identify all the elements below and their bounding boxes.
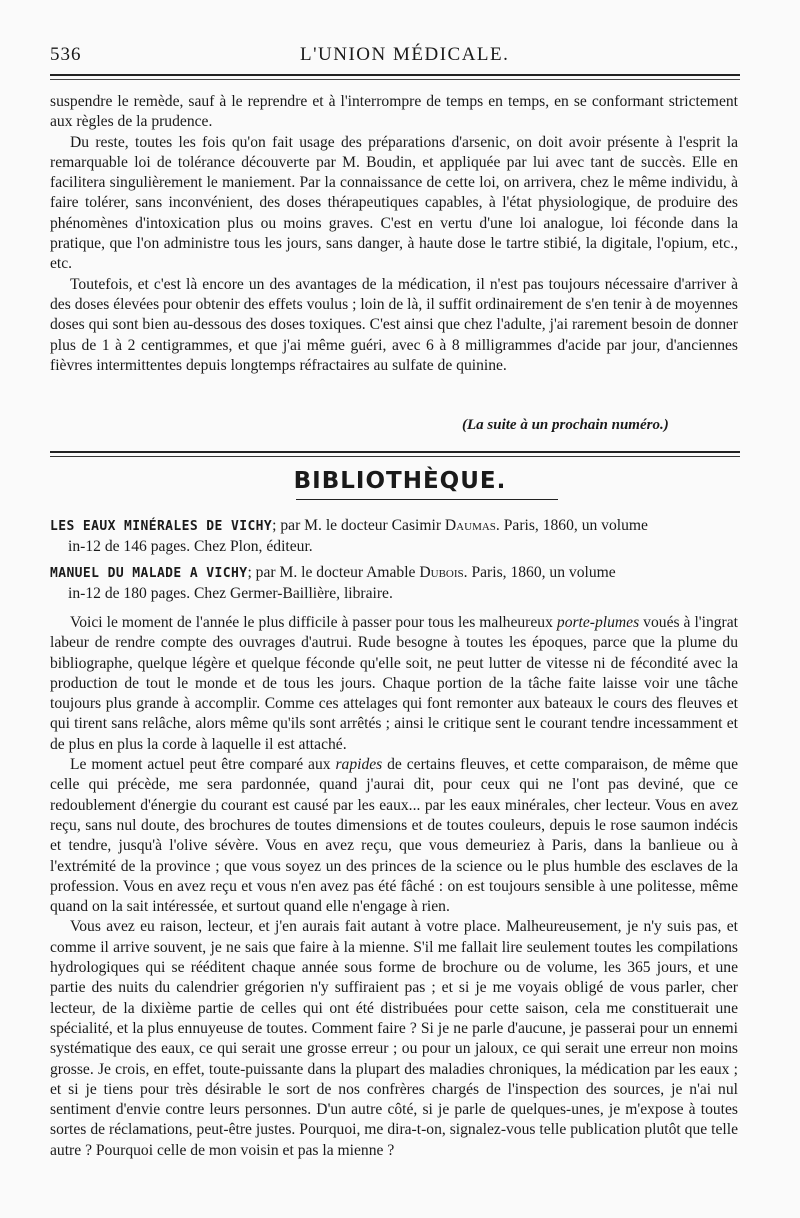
- paragraph: suspendre le remède, sauf à le reprendre et à l'interrompre de temps en temps, en se conformant strictement aux règles de la prudence.: [50, 93, 738, 131]
- header-rule: [50, 74, 740, 76]
- entry-title: MANUEL DU MALADE A VICHY: [50, 566, 248, 581]
- entry-by: ; par M. le docteur Amable: [247, 564, 420, 581]
- entry-by: ; par M. le docteur Casimir: [272, 517, 445, 534]
- entry-details: . Paris, 1860, un volume: [463, 564, 616, 581]
- journal-title: L'UNION MÉDICALE.: [300, 44, 510, 65]
- bibliography-entry: [50, 516, 740, 557]
- text-run: Voici le moment de l'année le plus difficile à passer pour tous les malheureux: [70, 614, 557, 631]
- review-text: [50, 613, 738, 1161]
- text-run: Le moment actuel peut être comparé aux: [70, 756, 336, 774]
- intro-text: [50, 92, 738, 376]
- page-header: [50, 44, 740, 72]
- bibliography-entry: [50, 563, 740, 604]
- section-title: BIBLIOTHÈQUE.: [293, 468, 507, 494]
- section-title-underline: [296, 499, 558, 500]
- paragraph: Vous avez eu raison, lecteur, et j'en aurais fait autant à votre place. Malheureusement, je n'y suis pas, et comme il arrive souvent, je ne sais que faire à la mienne. S'il me fallait lire seulement toutes les compilations hydrologiques qui se rééditent chaque année sous forme de brochure ou de volume, les 365 jours, et une partie des nuits du calendrier grégorien n'y suffiraient pas ; et si je me voyais obligé de vous parler, cher lecteur, de la dixième partie de celles qui ont été distribuées pour cette saison, cela me constituerait une spécialité, et la plus ennuyeuse de toutes. Comment faire ? Si je ne parle d'aucune, je passerai pour un ennemi systématique des eaux, ce qui serait une grosse erreur ; ou pour un jaloux, ce qui serait une erreur non moins grosse. Je crois, en effet, toute-puissante dans la plupart des maladies chroniques, la médication par les eaux ; et si je tiens pour très désirable le sort de nos confrères chargés de l'inspection des sources, je n'ai nul sentiment d'envie contre leurs personnes. D'un autre côté, si je parle de quelques-unes, je m'expose à toutes sortes de réclamations, peut-être justes. Pourquoi, me dira-t-on, signalez-vous telle publication plutôt que telle autre ? Pourquoi celle de mon voisin et pas la mienne ?: [50, 918, 738, 1159]
- continuation-note: (La suite à un prochain numéro.): [462, 417, 669, 433]
- header-rule-thin: [50, 79, 740, 80]
- entry-details: . Paris, 1860, un volume: [495, 517, 648, 534]
- section-rule: [50, 451, 740, 453]
- entry-continuation: in-12 de 146 pages. Chez Plon, éditeur.: [68, 538, 313, 555]
- text-run: de certains fleuves, et cette comparaison, de même que celle qui précède, me sera pardonnée, quand j'aurai dit, pour ceux qui ne l'ont pas deviné, que ce redoublement d'énergie du courant est causé par les eaux... par les eaux minérales, cher lecteur. Vous en avez reçu, sans nul doute, des brochures de toutes dimensions et de toutes couleurs, depuis le rose saumon indécis et tendre, jusqu'à l'olive sévère. Vous en avez reçu, que vous demeuriez à Paris, dans la banlieue ou à l'extrémité de la province ; que vous soyez un des princes de la science ou le plus humble des esclaves de la profession. Vous en avez reçu et vous n'en avez pas été fâché : on est toujours sensible à une politesse, même quand on la sait intéressée, et surtout quand elle n'engage à rien.: [50, 756, 738, 916]
- italic-run: rapides: [335, 756, 383, 774]
- text-run: voués à l'ingrat labeur de rendre compte des ouvrages d'autrui. Rude besogne à toutes les époques, parce que la plume du bibliographe, quelque légère et quelque féconde qu'elle soit, ne peut lutter de vitesse ni de fécondité avec la production de tout le monde et de tous les jours. Chaque portion de la tâche faite laisse voir une tâche toujours plus grande à accomplir. Comme ces attelages qui font remonter aux bateaux le cours des fleuves et qui tirent sans relâche, alors même qu'ils sont arrêtés ; ainsi le critique sent le courant tendre incessamment et de plus en plus la corde à laquelle il est attaché.: [50, 614, 738, 753]
- italic-run: porte-plumes: [556, 614, 640, 631]
- paragraph: [50, 755, 738, 917]
- paragraph: [50, 613, 738, 755]
- entry-author: Dubois: [419, 564, 464, 581]
- paragraph: Toutefois, et c'est là encore un des avantages de la médication, il n'est pas toujours nécessaire d'arriver à des doses élevées pour obtenir des effets voulus ; loin de là, il suffit ordinairement de s'en tenir à de moyennes doses qui sont bien au-dessous des doses toxiques. C'est ainsi que chez l'adulte, j'ai rarement besoin de donner plus de 1 à 2 centigrammes, et que j'ai même guéri, avec 6 à 8 milligrammes d'acide par jour, d'anciennes fièvres intermittentes depuis longtemps réfractaires au sulfate de quinine.: [50, 275, 738, 374]
- section-rule-thin: [50, 456, 740, 457]
- entry-continuation: in-12 de 180 pages. Chez Germer-Baillière, libraire.: [68, 585, 393, 602]
- paragraph: Du reste, toutes les fois qu'on fait usage des préparations d'arsenic, on doit avoir présente à l'esprit la remarquable loi de tolérance découverte par M. Boudin, et appliquée par lui avec tant de succès. Elle en facilitera singulièrement le maniement. Par la connaissance de cette loi, on arrivera, chez le même individu, à faire tolérer, sans inconvénient, des doses thérapeutiques capables, à l'état physiologique, de produire des phénomènes d'intoxication plus ou moins graves. C'est en vertu d'une loi analogue, loi féconde dans la pratique, que l'on administre tous les jours, sans danger, à haute dose le tartre stibié, la digitale, l'opium, etc., etc.: [50, 133, 738, 273]
- entry-author: Daumas: [444, 517, 496, 534]
- page-number: 536: [50, 44, 82, 65]
- entry-title: LES EAUX MINÉRALES DE VICHY: [50, 519, 273, 534]
